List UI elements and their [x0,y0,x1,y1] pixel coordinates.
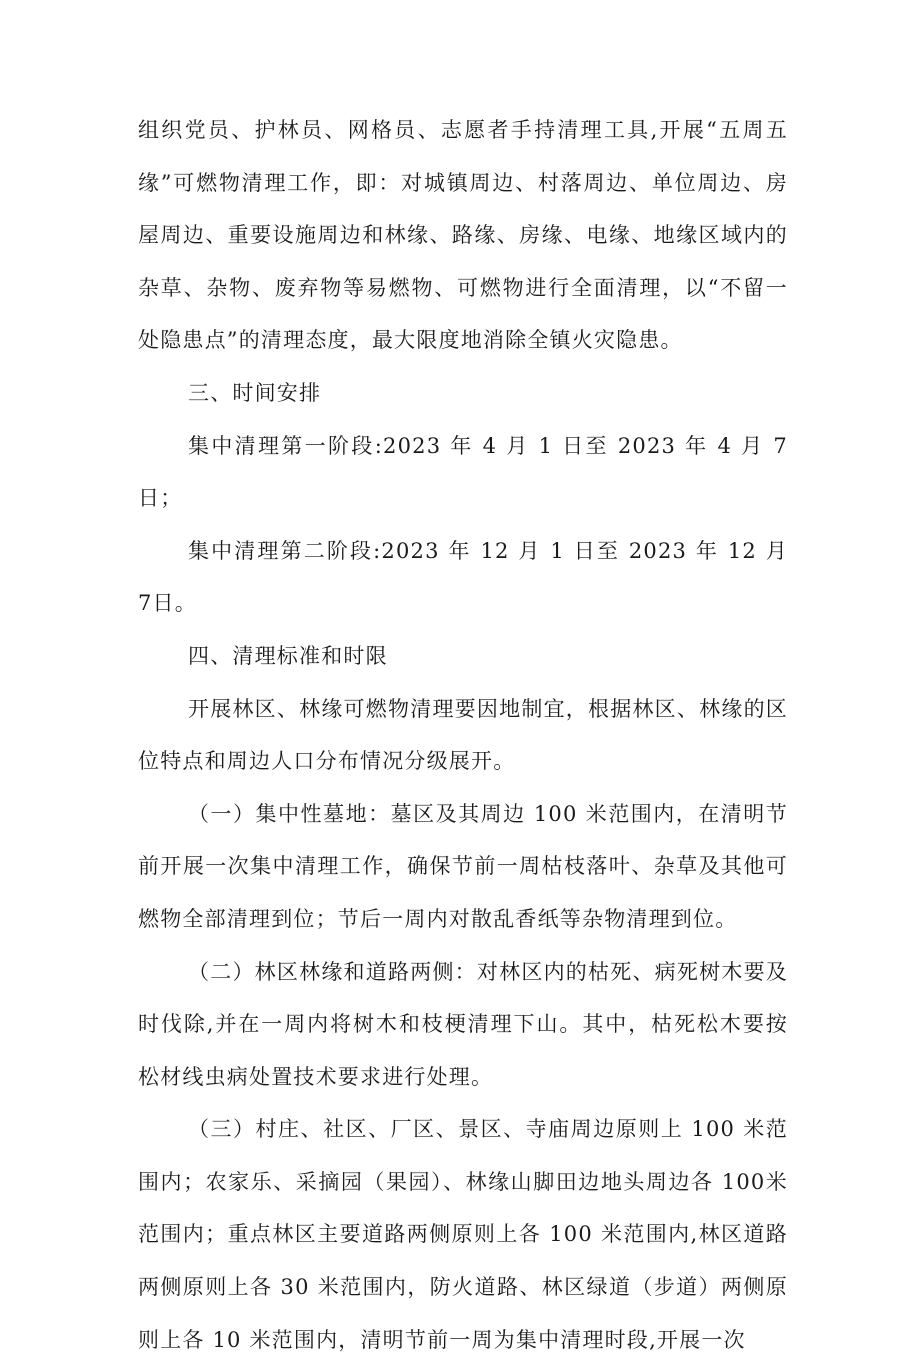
section-heading-time-schedule: 三、时间安排 [188,380,322,405]
paragraph-item-three: （三）村庄、社区、厂区、景区、寺庙周边原则上 100 米范围内；农家乐、采摘园（果园）、林缘山脚田边地头周边各 100米范围内；重点林区主要道路两侧原则上各 100 米范围内,林区道路两侧原则上各 30 米范围内，防火道路、林区绿道（步道）两侧原则上各 10 米范围内，清明节前一周为集中清理时段,开展一次 [138,1117,788,1352]
paragraph-intro: 组织党员、护林员、网格员、志愿者手持清理工具,开展“五周五缘”可燃物清理工作，即：对城镇周边、村落周边、单位周边、房屋周边、重要设施周边和林缘、路缘、房缘、电缘、地缘区域内的杂草、杂物、废弃物等易燃物、可燃物进行全面清理，以“不留一处隐患点”的清理态度，最大限度地消除全镇火灾隐患。 [138,118,788,353]
paragraph-standards-intro: 开展林区、林缘可燃物清理要因地制宜，根据林区、林缘的区位特点和周边人口分布情况分级展开。 [138,696,788,774]
document-body [138,104,788,1366]
paragraph-phase-two: 集中清理第二阶段:2023 年 12 月 1 日至 2023 年 12 月 7日。 [138,538,788,616]
paragraph-item-one: （一）集中性墓地：墓区及其周边 100 米范围内，在清明节前开展一次集中清理工作，确保节前一周枯枝落叶、杂草及其他可燃物全部清理到位；节后一周内对散乱香纸等杂物清理到位。 [138,801,788,931]
paragraph-item-two: （二）林区林缘和道路两侧：对林区内的枯死、病死树木要及时伐除,并在一周内将树木和枝梗清理下山。其中，枯死松木要按松材线虫病处置技术要求进行处理。 [138,959,788,1089]
section-heading-standards: 四、清理标准和时限 [188,643,388,668]
paragraph-phase-one: 集中清理第一阶段:2023 年 4 月 1 日至 2023 年 4 月 7 日； [138,433,788,511]
